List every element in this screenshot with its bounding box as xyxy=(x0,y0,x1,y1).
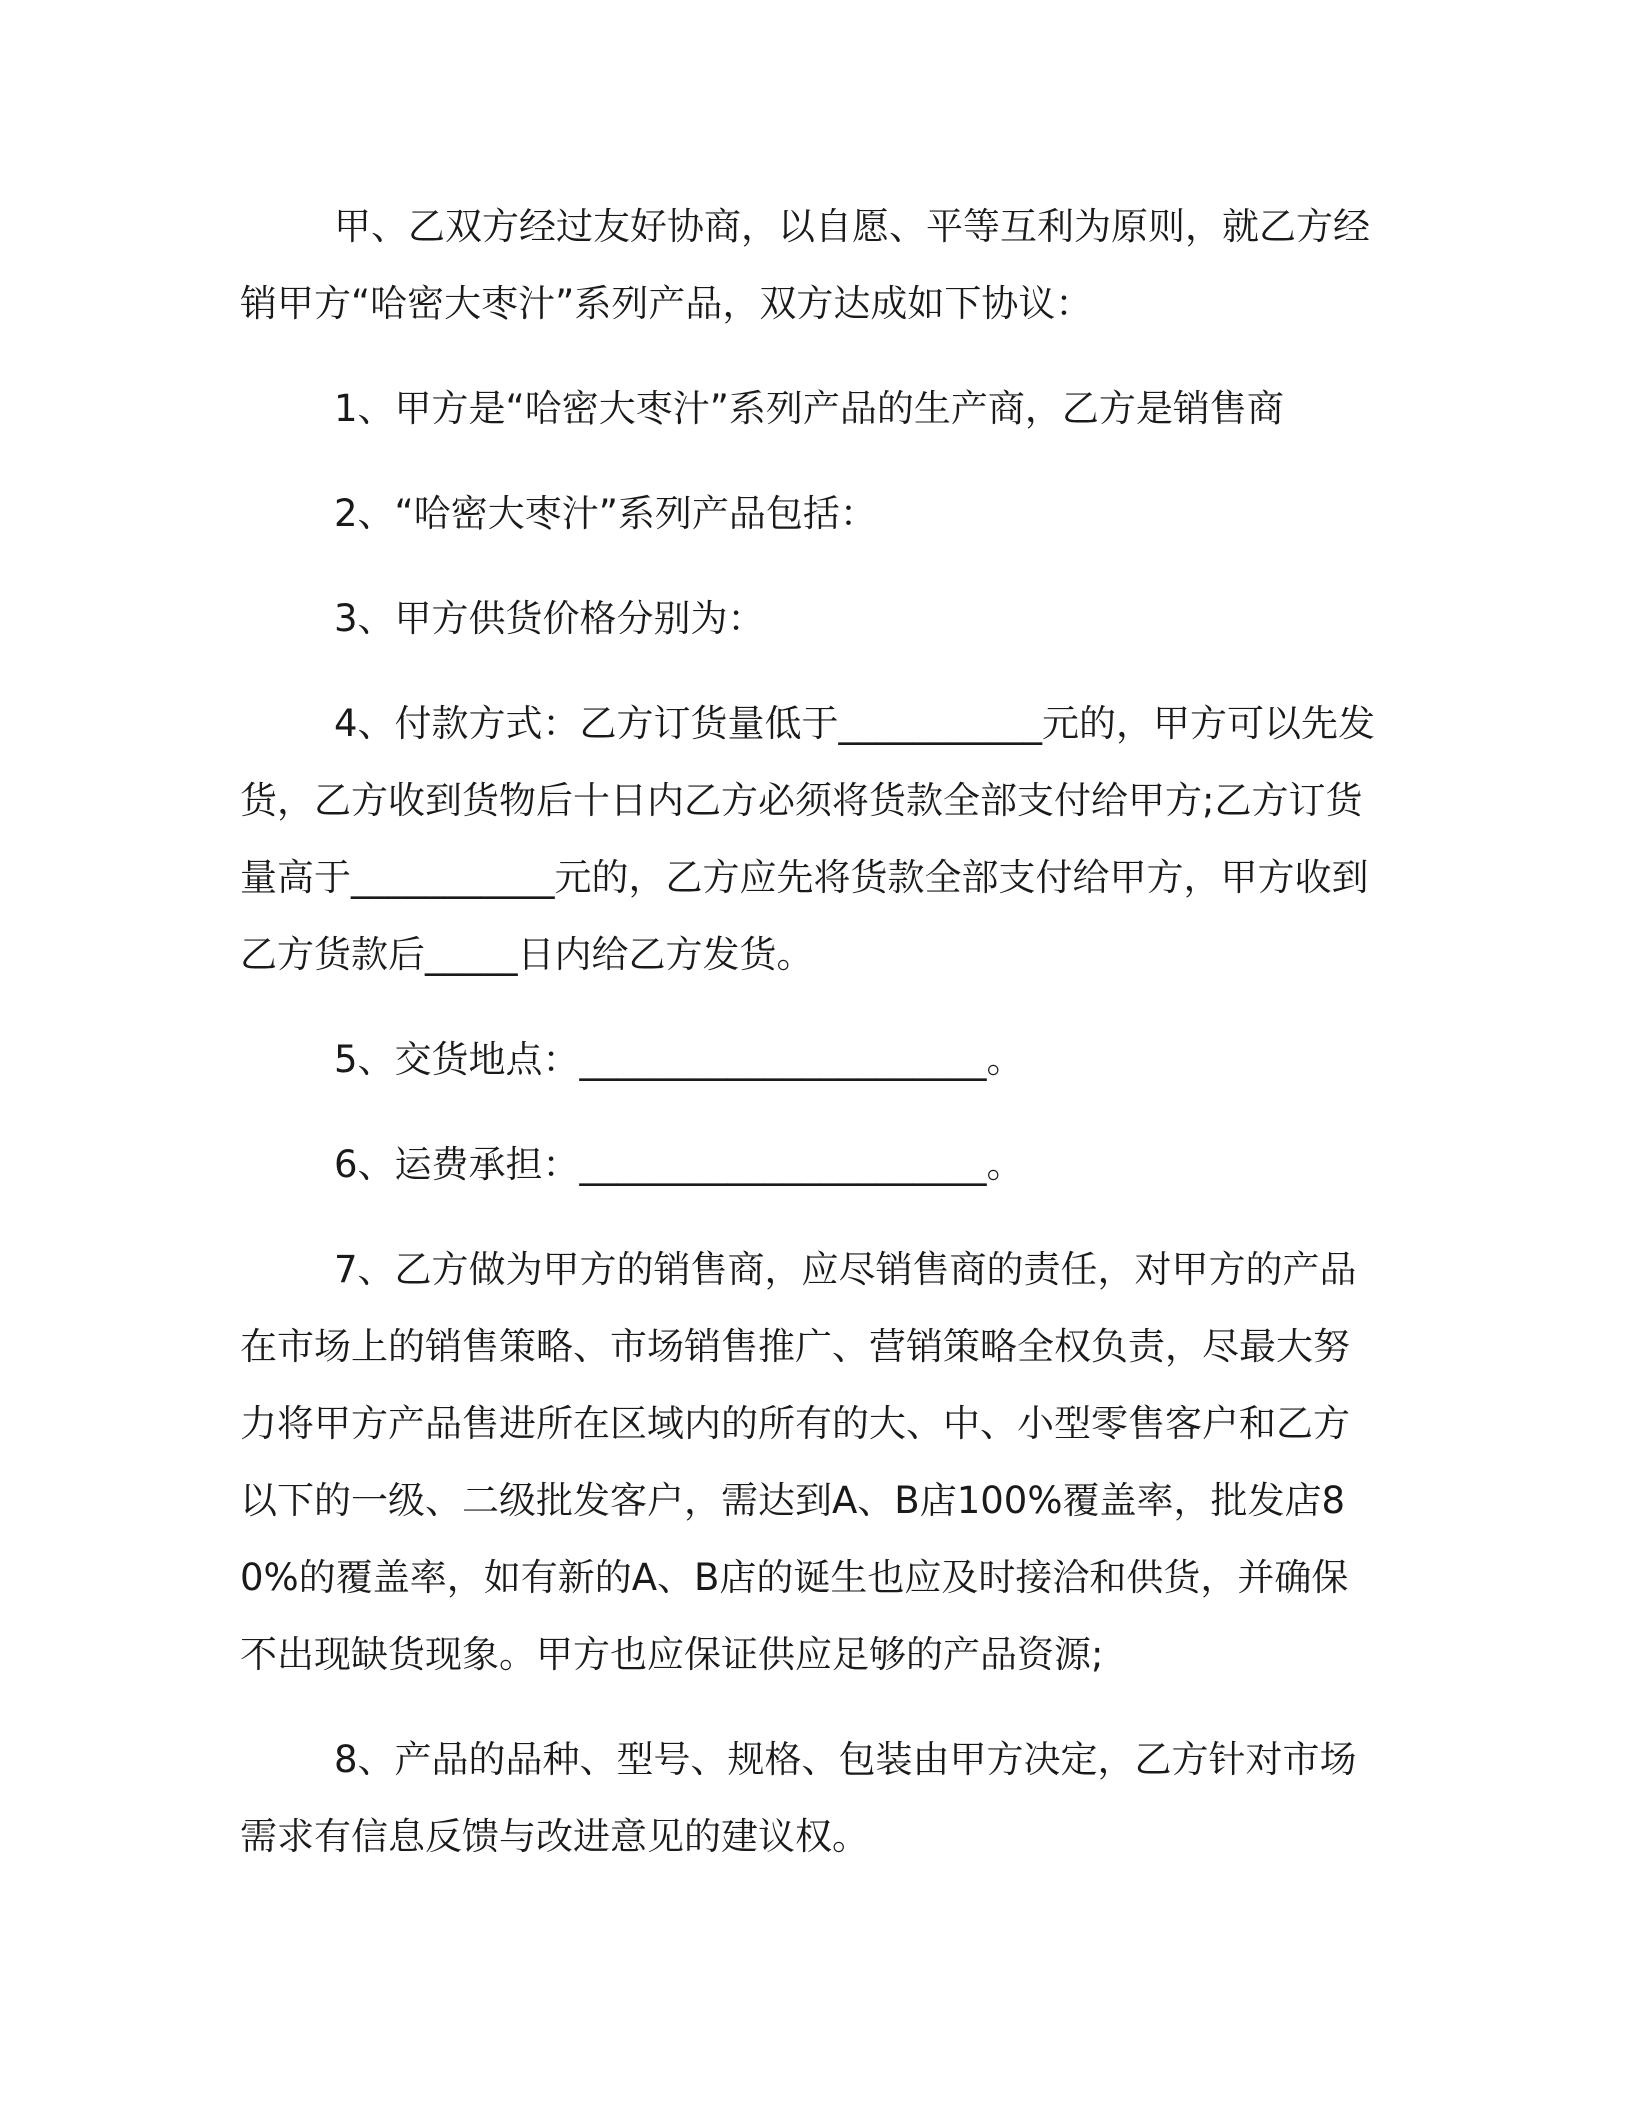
clause-6: 6、运费承担：______________________。 xyxy=(334,1143,1024,1186)
clause-4: 4、付款方式：乙方订货量低于___________元的，甲方可以先发货，乙方收到货物后十日内乙方必须将货款全部支付给甲方;乙方订货量高于___________元的，乙方应先将货款全部支付给甲方，甲方收到乙方货款后_____日内给乙方发货。 xyxy=(240,702,1376,976)
clause-5: 5、交货地点：______________________。 xyxy=(334,1038,1024,1081)
clause-7: 7、乙方做为甲方的销售商，应尽销售商的责任，对甲方的产品在市场上的销售策略、市场销售推广、营销策略全权负责，尽最大努力将甲方产品售进所在区域内的所有的大、中、小型零售客户和乙方以下的一级、二级批发客户，需达到A、B店100%覆盖率，批发店80%的覆盖率，如有新的A、B店的诞生也应及时接洽和供货，并确保不出现缺货现象。甲方也应保证供应足够的产品资源; xyxy=(240,1248,1357,1676)
document-body xyxy=(240,188,1385,1903)
clause-2: 2、“哈密大枣汁”系列产品包括： xyxy=(334,492,877,535)
clause-1: 1、甲方是“哈密大枣汁”系列产品的生产商，乙方是销售商 xyxy=(334,387,1284,430)
intro-paragraph: 甲、乙双方经过友好协商，以自愿、平等互利为原则，就乙方经销甲方“哈密大枣汁”系列产品，双方达成如下协议： xyxy=(240,205,1370,325)
clause-3: 3、甲方供货价格分别为： xyxy=(334,597,765,640)
clause-8: 8、产品的品种、型号、规格、包装由甲方决定，乙方针对市场需求有信息反馈与改进意见的建议权。 xyxy=(240,1738,1357,1858)
